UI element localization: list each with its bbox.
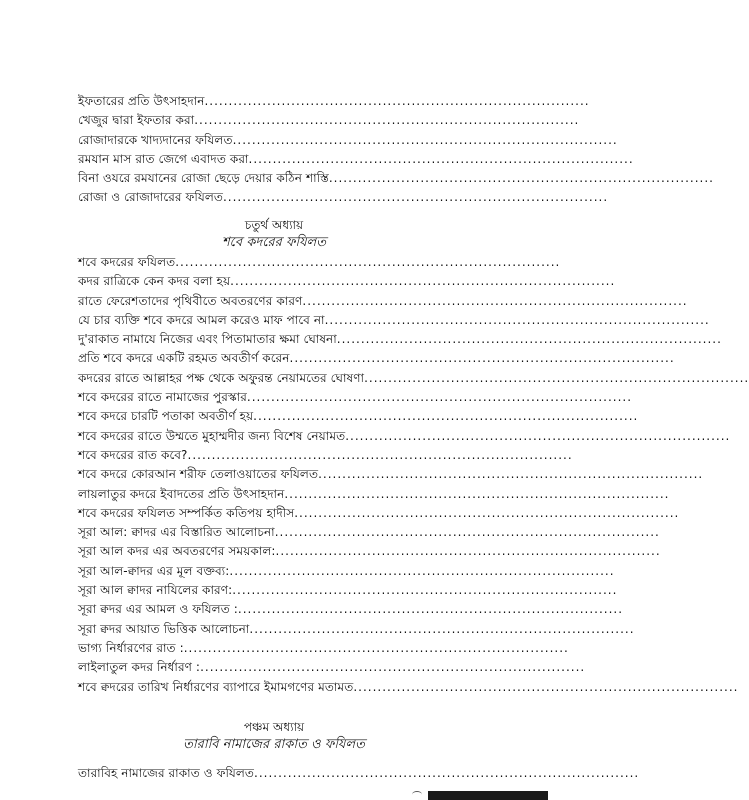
toc-entry-text: সূরা ক্বদর আয়াত ভিত্তিক আলোচনা: [78, 621, 250, 636]
toc-entry-text: সূরা আল কদর এর অবতরণের সময়কাল:: [78, 544, 276, 559]
toc-entry-text: তারাবিহ নামাজের রাকাত ও ফযিলত: [78, 766, 255, 780]
dot-leader: ................................................................................: [254, 766, 640, 780]
toc-entry-text: শবে কদরে চারটি পতাকা অবতীর্ণ হয়: [78, 409, 254, 424]
toc-entry: [78, 600, 624, 619]
toc-entry: [78, 485, 670, 504]
toc-entry: [78, 330, 722, 349]
toc-entry-text: রোজা ও রোজাদারের ফযিলত: [78, 190, 223, 205]
toc-entry: [78, 504, 680, 523]
toc-entry: [78, 388, 633, 407]
dot-leader: ................................................................................: [318, 467, 704, 482]
toc-entry: [78, 658, 586, 677]
toc-entry: [78, 542, 661, 561]
dot-leader: ................................................................................: [248, 151, 634, 166]
dot-leader: ................................................................................: [237, 602, 624, 617]
chapter-4-header: [0, 216, 548, 252]
toc-entry: [78, 562, 615, 581]
toc-entry: [78, 349, 675, 368]
toc-entry: [78, 446, 573, 465]
dot-leader: ................................................................................: [328, 171, 714, 186]
toc-entry-text: ভাগ্য নির্ধারণের রাত :: [78, 640, 184, 655]
toc-entry-text: যে চার ব্যক্তি শবে কদরে আমল করেও মাফ পাবে না: [78, 312, 325, 327]
dot-leader: ................................................................................: [229, 563, 615, 578]
toc-entry: [78, 188, 609, 207]
dot-leader: ................................................................................: [364, 370, 749, 385]
toc-entry-text: সূরা ক্বদর এর আমল ও ফযিলত :: [78, 602, 238, 617]
dot-leader: ................................................................................: [222, 190, 609, 205]
toc-entry: [78, 92, 590, 111]
toc-entry-text: কদর রাত্রিকে কেন কদর বলা হয়: [78, 274, 231, 289]
toc-entry: [78, 523, 660, 542]
dot-leader: ................................................................................: [336, 332, 722, 347]
toc-entry: [78, 253, 561, 272]
dot-leader: ................................................................................: [175, 255, 561, 269]
toc-section-2: [78, 253, 749, 697]
toc-entry-text: শবে কদরের রাতে উম্মতে মুহাম্মদীর জন্য বিশেষ নেয়ামত: [78, 428, 346, 443]
chapter-4-label: চতুর্থ অধ্যায়: [244, 218, 304, 232]
toc-section-3: [78, 764, 640, 783]
toc-entry-text: সূরা আল ক্বাদর নাযিলের কারণ:: [78, 583, 233, 598]
chapter-5-title: তারাবি নামাজের রাকাত ও ফযিলত: [183, 737, 365, 752]
toc-entry: [78, 764, 640, 783]
toc-entry: [78, 311, 710, 330]
toc-entry-text: খেজুর দ্বারা ইফতার করা: [78, 113, 195, 128]
toc-entry-text: রমযান মাস রাত জেগে এবাদত করা: [78, 151, 249, 166]
toc-entry-text: শবে কদরের রাতে নামাজের পুরস্কার: [78, 390, 247, 405]
dot-leader: ................................................................................: [204, 94, 590, 108]
dot-leader: ................................................................................: [246, 390, 633, 405]
dot-leader: ................................................................................: [274, 525, 660, 540]
dot-leader: ................................................................................: [345, 428, 731, 443]
toc-entry-text: শবে কদরের ফযিলত সম্পর্কিত কতিপয় হাদীস: [78, 505, 295, 520]
chapter-5-label: পঞ্চম অধ্যায়: [243, 720, 305, 734]
toc-entry: [78, 150, 634, 169]
toc-entry: [78, 272, 616, 291]
toc-entry-text: বিনা ওযরে রমযানের রোজা ছেড়ে দেয়ার কঠিন শাস্তি: [78, 171, 329, 186]
toc-entry: [78, 581, 618, 600]
toc-entry-text: দু'রাকাত নামাযে নিজের এবং পিতামাতার ক্ষমা ঘোষনা: [78, 332, 337, 347]
page-corner-mark: [412, 791, 422, 798]
toc-entry: [78, 639, 569, 658]
toc-entry-text: লায়লাতুর কদরে ইবাদতের প্রতি উৎসাহদান: [78, 486, 285, 501]
toc-entry-text: কদরের রাতে আল্লাহর পক্ষ থেকে অফুরন্ত নেয়ামতের ঘোষণা: [78, 370, 365, 385]
toc-entry: [78, 465, 704, 484]
toc-entry-text: রাতে ফেরেশতাদের পৃথিবীতে অবতরণের কারণ: [78, 293, 303, 308]
dot-leader: ................................................................................: [187, 447, 573, 462]
chapter-5-header: [0, 718, 548, 754]
dot-leader: ................................................................................: [249, 621, 635, 636]
toc-entry-text: সূরা আল-ক্বাদর এর মূল বক্তব্য:: [78, 563, 230, 578]
dot-leader: ................................................................................: [200, 660, 586, 675]
dot-leader: ................................................................................: [230, 274, 616, 289]
toc-entry: [78, 407, 639, 426]
toc-entry-text: শবে কদরে কোরআন শরীফ তেলাওয়াতের ফযিলত: [78, 467, 319, 482]
toc-entry: [78, 131, 618, 150]
dot-leader: ................................................................................: [302, 293, 688, 308]
chapter-4-title: শবে কদরের ফযিলত: [221, 235, 326, 250]
dot-leader: ................................................................................: [289, 351, 675, 366]
toc-entry: [78, 620, 635, 639]
toc-entry-text: রোজাদারকে খাদ্যদানের ফযিলত: [78, 132, 233, 147]
toc-entry: [78, 678, 739, 697]
page-corner-bar: [428, 791, 548, 800]
toc-entry: [78, 369, 749, 388]
toc-entry: [78, 111, 580, 130]
dot-leader: ................................................................................: [253, 409, 639, 424]
dot-leader: ................................................................................: [284, 486, 670, 501]
toc-section-1: [78, 92, 714, 208]
toc-entry-text: শবে ক্বদরের তারিখ নির্ধারণের ব্যাপারে ইমামগণের মতামত: [78, 679, 354, 694]
dot-leader: ................................................................................: [275, 544, 661, 559]
toc-entry-text: প্রতি শবে কদরে একটি রহমত অবতীর্ণ করেন: [78, 351, 290, 366]
dot-leader: ................................................................................: [183, 640, 569, 655]
toc-entry-text: শবে কদরের ফযিলত: [78, 255, 176, 269]
toc-entry-text: শবে কদরের রাত কবে?: [78, 447, 188, 462]
dot-leader: ................................................................................: [294, 505, 680, 520]
dot-leader: ................................................................................: [353, 679, 739, 694]
toc-entry-text: ইফতারের প্রতি উৎসাহদান: [78, 94, 205, 108]
dot-leader: ................................................................................: [324, 312, 710, 327]
dot-leader: ................................................................................: [194, 113, 580, 128]
toc-entry: [78, 427, 731, 446]
dot-leader: ................................................................................: [232, 132, 618, 147]
toc-entry-text: সূরা আল: ক্বাদর এর বিস্তারিত আলোচনা: [78, 525, 275, 540]
dot-leader: ................................................................................: [232, 583, 618, 598]
toc-entry: [78, 169, 714, 188]
toc-entry-text: লাইলাতুল কদর নির্ধারণ :: [78, 660, 201, 675]
toc-entry: [78, 292, 688, 311]
